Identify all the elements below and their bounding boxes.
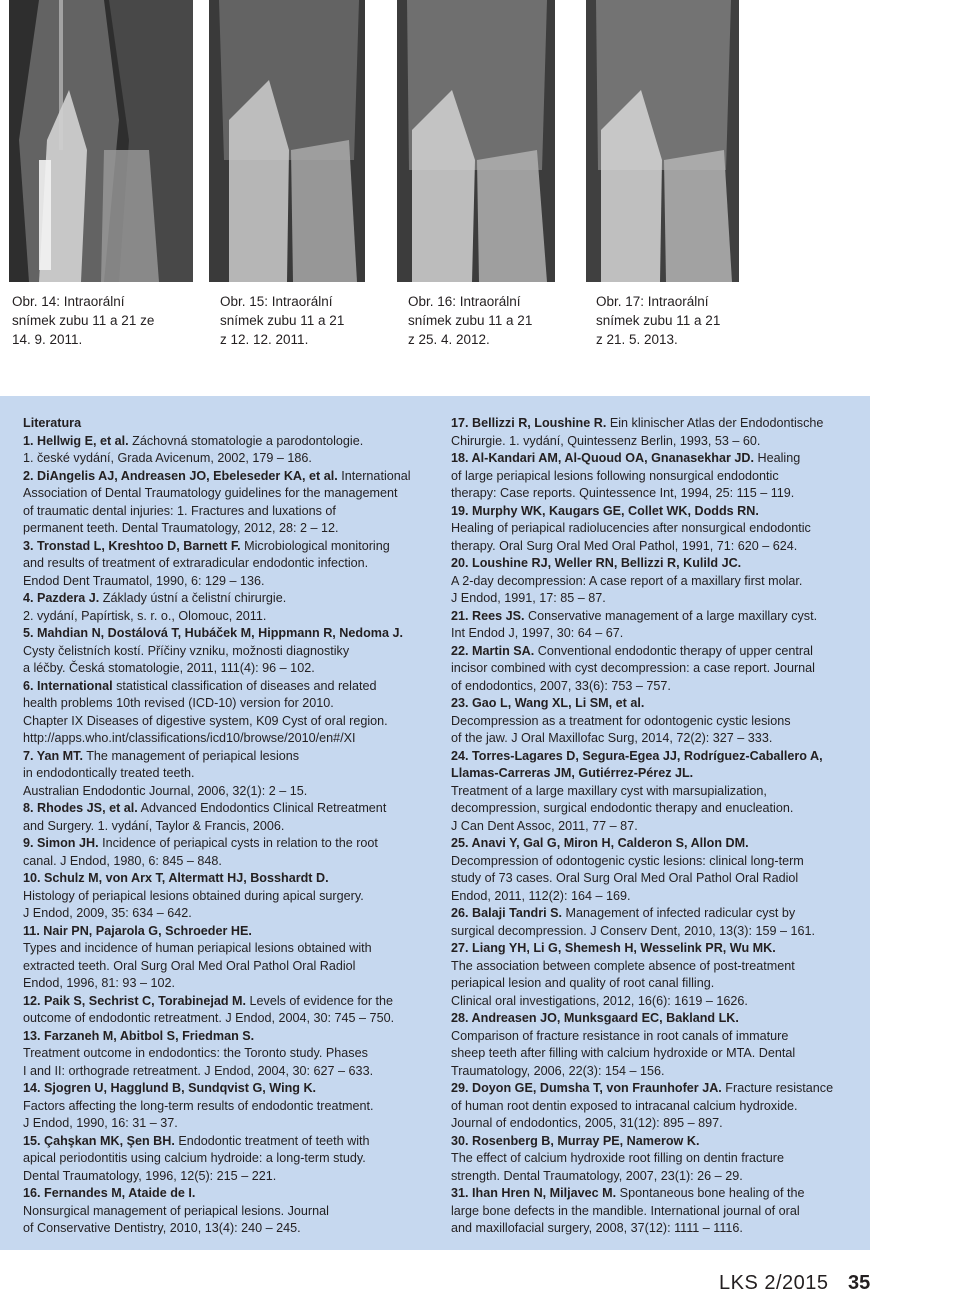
reference-line [23, 730, 428, 748]
reference-text: Chirurgie. 1. vydání, Quintessenz Berlin, 1993, 53 – 60. [451, 433, 761, 448]
reference-line [23, 1203, 428, 1221]
reference-line [451, 940, 866, 958]
reference-text: The association between complete absence of post-treatment [451, 958, 795, 973]
reference-text: Healing [754, 451, 801, 465]
reference-line [451, 765, 866, 783]
caption-line: Obr. 14: Intraorální [12, 294, 125, 309]
reference-author: 22. Martin SA. [451, 643, 535, 658]
reference-line [451, 590, 866, 608]
reference-author: 9. Simon JH. [23, 836, 99, 850]
reference-text: Endod, 2011, 112(2): 164 – 169. [451, 888, 631, 903]
literature-heading: Literatura [23, 416, 82, 430]
reference-text: of human root dentin exposed to intracanal calcium hydroxide. [451, 1098, 798, 1113]
reference-text: J Endod, 2009, 35: 634 – 642. [23, 906, 192, 920]
figure-caption-15 [220, 292, 344, 349]
reference-line [23, 555, 428, 573]
reference-line [451, 853, 866, 871]
reference-text: J Can Dent Assoc, 2011, 77 – 87. [451, 818, 638, 833]
reference-author: 14. Sjogren U, Hagglund B, Sundqvist G, Wing K. [23, 1081, 317, 1095]
reference-text: Chapter IX Diseases of digestive system, K09 Cyst of oral region. [23, 713, 388, 728]
reference-author: 6. International [23, 678, 113, 693]
reference-text: large bone defects in the mandible. International journal of oral [451, 1203, 800, 1218]
reference-text: and results of treatment of extraradicular endodontic infection. [23, 556, 369, 570]
reference-line [23, 520, 428, 538]
reference-line [23, 1220, 428, 1238]
reference-author: 12. Paik S, Sechrist C, Torabinejad M. [23, 993, 247, 1008]
literature-left-column [23, 415, 428, 1238]
reference-text: Treatment outcome in endodontics: the Toronto study. Phases [23, 1046, 368, 1060]
reference-line [451, 975, 866, 993]
reference-text: of the jaw. J Oral Maxillofac Surg, 2014, 72(2): 327 – 333. [451, 731, 773, 745]
reference-line [451, 958, 866, 976]
reference-line [23, 485, 428, 503]
reference-line [451, 503, 866, 521]
reference-line [451, 730, 866, 748]
reference-text: Treatment of a large maxillary cyst with marsupialization, [451, 783, 767, 798]
reference-text: Conventional endodontic therapy of upper central [534, 643, 813, 658]
xray-image-15 [209, 0, 365, 282]
reference-text: Journal of endodontics, 2005, 31(12): 895 – 897. [451, 1116, 723, 1130]
reference-line [451, 1063, 866, 1081]
reference-author: Llamas-Carreras JM, Gutiérrez-Pérez JL. [451, 766, 694, 780]
reference-line [23, 1045, 428, 1063]
reference-line [23, 1028, 428, 1046]
reference-author: 7. Yan MT. [23, 748, 83, 763]
reference-author: 20. Loushine RJ, Weller RN, Bellizzi R, Kulild JC. [451, 556, 742, 570]
reference-line [23, 853, 428, 871]
reference-line [23, 993, 428, 1011]
reference-line [451, 468, 866, 486]
reference-text: Spontaneous bone healing of the [616, 1186, 805, 1200]
caption-line: Obr. 16: Intraorální [408, 294, 521, 309]
caption-line: snímek zubu 11 a 21 ze [12, 313, 155, 328]
reference-text: decompression, surgical endodontic therapy and enucleation. [451, 801, 794, 815]
reference-text: Endod Dent Traumatol, 1990, 6: 129 – 136. [23, 573, 265, 588]
reference-text: and maxillofacial surgery, 2008, 37(12): 1111 – 1116. [451, 1221, 743, 1235]
reference-text: 2. vydání, Papírtisk, s. r. o., Olomouc, 2011. [23, 608, 267, 623]
caption-line: Obr. 17: Intraorální [596, 294, 709, 309]
reference-line [451, 1220, 866, 1238]
reference-text: health problems 10th revised (ICD-10) version for 2010. [23, 696, 334, 710]
reference-line [23, 1150, 428, 1168]
reference-text: therapy: Case reports. Quintessence Int, 1994, 25: 115 – 119. [451, 486, 795, 500]
reference-line [451, 415, 866, 433]
reference-text: Endod, 1996, 81: 93 – 102. [23, 976, 175, 990]
reference-line [23, 748, 428, 766]
reference-author: 11. Nair PN, Pajarola G, Schroeder HE. [23, 923, 252, 938]
reference-author: 15. Çahşkan MK, Şen BH. [23, 1133, 175, 1148]
xray-image-16 [397, 0, 555, 282]
reference-line [23, 870, 428, 888]
reference-text: Decompression of odontogenic cystic lesions: clinical long-term [451, 853, 804, 868]
reference-line [451, 870, 866, 888]
reference-line [451, 1168, 866, 1186]
reference-text: of large periapical lesions following nonsurgical endodontic [451, 468, 779, 483]
reference-line [451, 835, 866, 853]
reference-text: of endodontics, 2007, 33(6): 753 – 757. [451, 678, 671, 693]
reference-line [23, 835, 428, 853]
reference-line [451, 1028, 866, 1046]
reference-author: 13. Farzaneh M, Abitbol S, Friedman S. [23, 1028, 255, 1043]
reference-line [451, 1080, 866, 1098]
reference-text: Association of Dental Traumatology guidelines for the management [23, 486, 398, 500]
reference-text: Základy ústní a čelistní chirurgie. [99, 591, 287, 605]
reference-text: J Endod, 1991, 17: 85 – 87. [451, 591, 606, 605]
caption-line: snímek zubu 11 a 21 [220, 313, 345, 328]
reference-text: Traumatology, 2006, 22(3): 154 – 156. [451, 1063, 665, 1078]
reference-line [451, 1098, 866, 1116]
reference-text: Levels of evidence for the [246, 993, 394, 1008]
reference-line [23, 450, 428, 468]
figure-caption-16 [408, 292, 532, 349]
reference-line [451, 660, 866, 678]
reference-text: sheep teeth after filling with calcium hydroxide or MTA. Dental [451, 1046, 796, 1060]
reference-text: Dental Traumatology, 1996, 12(5): 215 – 221. [23, 1168, 277, 1183]
reference-text: 1. české vydání, Grada Avicenum, 2002, 179 – 186. [23, 451, 312, 465]
reference-list-left [23, 433, 428, 1238]
reference-line [23, 608, 428, 626]
reference-text: Factors affecting the long-term results of endodontic treatment. [23, 1098, 374, 1113]
reference-line [451, 433, 866, 451]
reference-line [451, 713, 866, 731]
reference-line [451, 678, 866, 696]
reference-line [451, 888, 866, 906]
reference-line [23, 905, 428, 923]
reference-line [451, 573, 866, 591]
caption-line: z 25. 4. 2012. [408, 332, 490, 347]
reference-line [23, 888, 428, 906]
reference-line [451, 625, 866, 643]
reference-line [23, 433, 428, 451]
reference-text: extracted teeth. Oral Surg Oral Med Oral Pathol Oral Radiol [23, 958, 356, 973]
reference-line [23, 678, 428, 696]
reference-text: canal. J Endod, 1980, 6: 845 – 848. [23, 853, 222, 868]
reference-line [23, 958, 428, 976]
reference-text: Nonsurgical management of periapical lesions. Journal [23, 1203, 329, 1218]
reference-author: 28. Andreasen JO, Munksgaard EC, Bakland LK. [451, 1011, 739, 1025]
reference-line [23, 625, 428, 643]
reference-line [23, 503, 428, 521]
reference-line [451, 643, 866, 661]
page-number: 35 [848, 1272, 871, 1294]
reference-text: periapical lesion and quality of root canal filling. [451, 976, 715, 990]
reference-line [451, 1045, 866, 1063]
reference-author: 30. Rosenberg B, Murray PE, Namerow K. [451, 1133, 700, 1148]
reference-line [23, 800, 428, 818]
reference-line [451, 555, 866, 573]
journal-issue: LKS 2/2015 [719, 1272, 829, 1294]
reference-text: A 2-day decompression: A case report of a maxillary first molar. [451, 573, 803, 588]
reference-line [23, 1185, 428, 1203]
reference-text: Záchovná stomatologie a parodontologie. [128, 433, 364, 448]
reference-text: of traumatic dental injuries: 1. Fractures and luxations of [23, 503, 336, 518]
reference-text: Clinical oral investigations, 2012, 16(6): 1619 – 1626. [451, 993, 748, 1008]
reference-text: outcome of endodontic retreatment. J Endod, 2004, 30: 745 – 750. [23, 1011, 395, 1025]
reference-author: 1. Hellwig E, et al. [23, 433, 129, 448]
reference-text: The effect of calcium hydroxide root filling on dentin fracture [451, 1151, 784, 1165]
reference-text: I and II: orthograde retreatment. J Endod, 2004, 30: 627 – 633. [23, 1063, 374, 1078]
reference-line [451, 818, 866, 836]
reference-line [451, 450, 866, 468]
reference-author: 16. Fernandes M, Ataide de I. [23, 1186, 196, 1200]
reference-line [451, 1203, 866, 1221]
reference-line [23, 1063, 428, 1081]
reference-author: 24. Torres-Lagares D, Segura-Egea JJ, Rodríguez-Caballero A, [451, 748, 823, 763]
reference-list-right [451, 415, 866, 1238]
reference-text: J Endod, 1990, 16: 31 – 37. [23, 1116, 178, 1130]
reference-line [451, 993, 866, 1011]
reference-text: apical periodontitis using calcium hydroide: a long-term study. [23, 1151, 366, 1165]
reference-text: Endodontic treatment of teeth with [174, 1133, 370, 1148]
reference-text: a léčby. Česká stomatologie, 2011, 111(4): 96 – 102. [23, 661, 315, 675]
reference-line [23, 783, 428, 801]
caption-line: Obr. 15: Intraorální [220, 294, 333, 309]
reference-text: therapy. Oral Surg Oral Med Oral Pathol, 1991, 71: 620 – 624. [451, 538, 798, 553]
reference-line [23, 590, 428, 608]
reference-line [23, 818, 428, 836]
reference-text: Healing of periapical radiolucencies after nonsurgical endodontic [451, 521, 811, 535]
reference-text: and Surgery. 1. vydání, Taylor & Francis, 2006. [23, 818, 285, 833]
reference-text: Int Endod J, 1997, 30: 64 – 67. [451, 626, 624, 640]
reference-line [23, 660, 428, 678]
caption-line: z 21. 5. 2013. [596, 332, 678, 347]
reference-author: 17. Bellizzi R, Loushine R. [451, 416, 607, 430]
reference-text: Australian Endodontic Journal, 2006, 32(1): 2 – 15. [23, 783, 308, 798]
reference-line [451, 1010, 866, 1028]
reference-author: 31. Ihan Hren N, Miljavec M. [451, 1186, 617, 1200]
reference-line [451, 1133, 866, 1151]
reference-text: Types and incidence of human periapical lesions obtained with [23, 941, 372, 955]
reference-text: surgical decompression. J Conserv Dent, 2010, 13(3): 159 – 161. [451, 923, 816, 938]
reference-text: study of 73 cases. Oral Surg Oral Med Oral Pathol Oral Radiol [451, 871, 799, 885]
reference-author: 5. Mahdian N, Dostálová T, Hubáček M, Hippmann R, Nedoma J. [23, 626, 403, 640]
reference-line [451, 485, 866, 503]
reference-text: Ein klinischer Atlas der Endodontische [606, 416, 824, 430]
reference-line [451, 748, 866, 766]
reference-text: strength. Dental Traumatology, 2007, 23(1): 26 – 29. [451, 1168, 743, 1183]
reference-line [23, 1098, 428, 1116]
reference-text: Advanced Endodontics Clinical Retreatment [137, 801, 387, 815]
reference-line [23, 695, 428, 713]
reference-line [23, 713, 428, 731]
reference-text: Fracture resistance [721, 1081, 834, 1095]
reference-author: 10. Schulz M, von Arx T, Altermatt HJ, Bosshardt D. [23, 871, 329, 885]
reference-text: The management of periapical lesions [82, 748, 300, 763]
reference-author: 18. Al-Kandari AM, Al-Quoud OA, Gnanasekhar JD. [451, 451, 754, 465]
reference-line [23, 538, 428, 556]
reference-line [23, 1168, 428, 1186]
reference-line [451, 800, 866, 818]
reference-author: 29. Doyon GE, Dumsha T, von Fraunhofer JA. [451, 1081, 722, 1095]
xray-image-17 [586, 0, 739, 282]
reference-line [451, 783, 866, 801]
reference-author: 3. Tronstad L, Kreshtoo D, Barnett F. [23, 538, 241, 553]
reference-line [451, 1150, 866, 1168]
reference-line [451, 520, 866, 538]
reference-author: 4. Pazdera J. [23, 591, 100, 605]
reference-author: 26. Balaji Tandri S. [451, 906, 563, 920]
reference-author: 2. DiAngelis AJ, Andreasen JO, Ebeleseder KA, et al. [23, 468, 338, 483]
reference-line [451, 538, 866, 556]
reference-line [23, 1133, 428, 1151]
reference-text: Cysty čelistních kostí. Příčiny vzniku, možnosti diagnostiky [23, 643, 350, 658]
reference-author: 19. Murphy WK, Kaugars GE, Collet WK, Dodds RN. [451, 503, 759, 518]
reference-line [451, 1115, 866, 1133]
reference-line [23, 1080, 428, 1098]
reference-text: International [337, 468, 411, 483]
reference-text: Histology of periapical lesions obtained during apical surgery. [23, 888, 364, 903]
reference-line [23, 643, 428, 661]
reference-line [451, 608, 866, 626]
reference-line [451, 923, 866, 941]
reference-line [23, 468, 428, 486]
reference-text: Management of infected radicular cyst by [562, 906, 796, 920]
figure-caption-17 [596, 292, 720, 349]
reference-text: Incidence of periapical cysts in relation to the root [98, 836, 378, 850]
caption-line: z 12. 12. 2011. [220, 332, 309, 347]
reference-line [23, 940, 428, 958]
reference-text: of Conservative Dentistry, 2010, 13(4): 240 – 245. [23, 1221, 301, 1235]
reference-line [451, 695, 866, 713]
reference-text: Conservative management of a large maxillary cyst. [524, 608, 818, 623]
reference-text: Decompression as a treatment for odontogenic cystic lesions [451, 713, 791, 728]
reference-text: in endodontically treated teeth. [23, 766, 195, 780]
reference-line [451, 905, 866, 923]
xray-image-14 [9, 0, 193, 282]
reference-author: 21. Rees JS. [451, 608, 525, 623]
reference-text: permanent teeth. Dental Traumatology, 2012, 28: 2 – 12. [23, 521, 339, 535]
reference-line [23, 975, 428, 993]
caption-line: 14. 9. 2011. [12, 332, 83, 347]
reference-text: statistical classification of diseases and related [112, 678, 377, 693]
caption-line: snímek zubu 11 a 21 [408, 313, 533, 328]
reference-text: Microbiological monitoring [240, 538, 390, 553]
reference-author: 8. Rhodes JS, et al. [23, 801, 138, 815]
caption-line: snímek zubu 11 a 21 [596, 313, 721, 328]
reference-text: http://apps.who.int/classifications/icd10/browse/2010/en#/XI [23, 731, 356, 745]
reference-author: 25. Anavi Y, Gal G, Miron H, Calderon S, Allon DM. [451, 836, 749, 850]
reference-line [451, 1185, 866, 1203]
reference-author: 27. Liang YH, Li G, Shemesh H, Wesselink PR, Wu MK. [451, 941, 776, 955]
reference-line [23, 1115, 428, 1133]
figure-caption-14 [12, 292, 154, 349]
reference-line [23, 1010, 428, 1028]
reference-line [23, 923, 428, 941]
reference-text: incisor combined with cyst decompression: a case report. Journal [451, 661, 815, 675]
reference-line [23, 573, 428, 591]
reference-line [23, 765, 428, 783]
reference-text: Comparison of fracture resistance in root canals of immature [451, 1028, 789, 1043]
reference-author: 23. Gao L, Wang XL, Li SM, et al. [451, 696, 645, 710]
literature-right-column [451, 415, 866, 1238]
